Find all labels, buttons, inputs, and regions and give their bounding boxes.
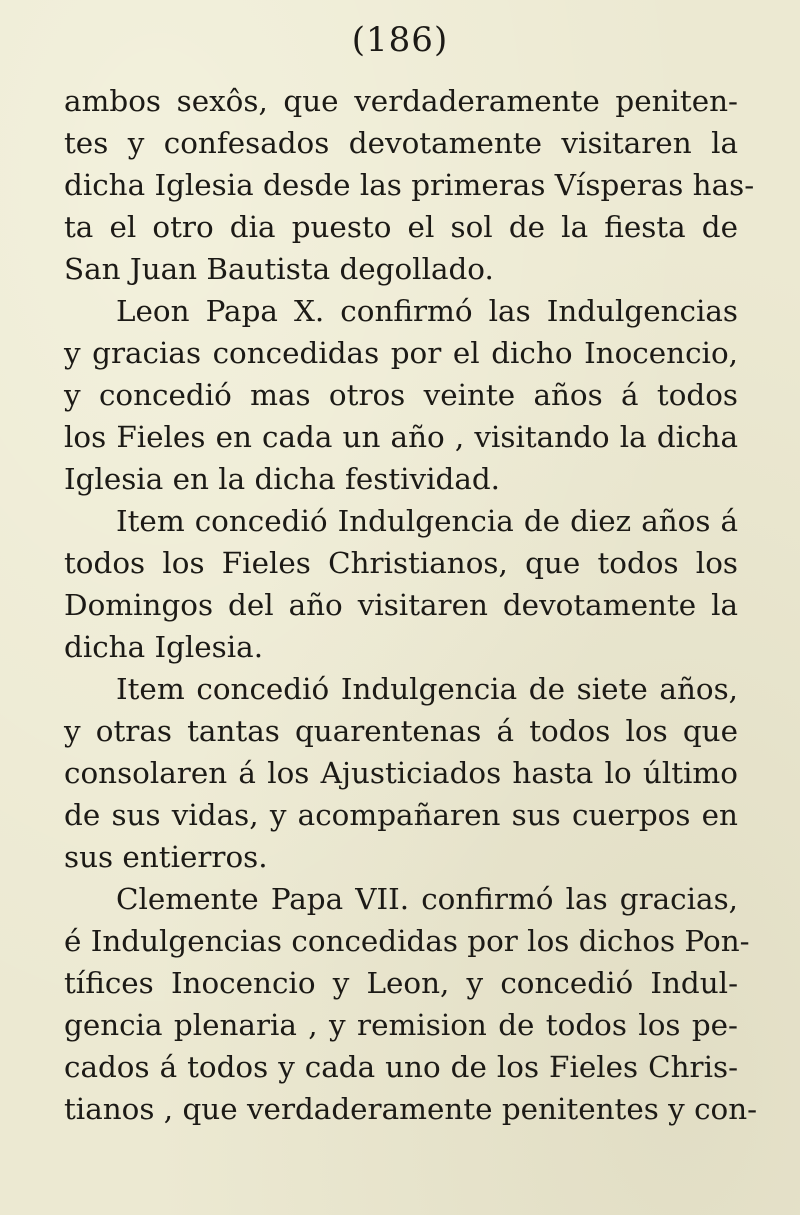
body-text bbox=[64, 80, 758, 1130]
paragraph-start-line: Clemente Papa VII. confirmó las gracias, bbox=[116, 882, 738, 916]
text-line: ambos sexôs, que verdaderamente peniten- bbox=[64, 84, 738, 118]
page-number: (186) bbox=[351, 20, 449, 60]
paragraph-start-line: Item concedió Indulgencia de diez años á bbox=[116, 504, 738, 538]
paragraph-start-line: Item concedió Indulgencia de siete años, bbox=[116, 672, 738, 706]
text-line: tianos , que verdaderamente penitentes y con- bbox=[64, 1092, 758, 1126]
text-line: dicha Iglesia. bbox=[64, 630, 264, 664]
text-line: cados á todos y cada uno de los Fieles Chris- bbox=[64, 1050, 738, 1084]
text-line: y otras tantas quarentenas á todos los que bbox=[64, 714, 738, 748]
text-line: consolaren á los Ajusticiados hasta lo último bbox=[64, 756, 738, 790]
text-line: dicha Iglesia desde las primeras Vísperas has- bbox=[64, 168, 755, 202]
text-line: San Juan Bautista degollado. bbox=[64, 252, 494, 286]
text-line: é Indulgencias concedidas por los dichos Pon- bbox=[64, 924, 750, 958]
text-line: de sus vidas, y acompañaren sus cuerpos en bbox=[64, 798, 738, 832]
text-line: Iglesia en la dicha festividad. bbox=[64, 462, 501, 496]
text-line: gencia plenaria , y remision de todos los pe- bbox=[64, 1008, 738, 1042]
text-line: sus entierros. bbox=[64, 840, 268, 874]
text-line: tífices Inocencio y Leon, y concedió Indul- bbox=[64, 966, 738, 1000]
paragraph-start-line: Leon Papa X. confirmó las Indulgencias bbox=[116, 294, 738, 328]
text-line: los Fieles en cada un año , visitando la dicha bbox=[64, 420, 738, 454]
text-line: ta el otro dia puesto el sol de la fiesta de bbox=[64, 210, 738, 244]
text-line: todos los Fieles Christianos, que todos los bbox=[64, 546, 738, 580]
text-line: y gracias concedidas por el dicho Inocencio, bbox=[64, 336, 738, 370]
text-line: tes y confesados devotamente visitaren la bbox=[64, 126, 738, 160]
text-line: Domingos del año visitaren devotamente la bbox=[64, 588, 738, 622]
text-line: y concedió mas otros veinte años á todos bbox=[64, 378, 738, 412]
